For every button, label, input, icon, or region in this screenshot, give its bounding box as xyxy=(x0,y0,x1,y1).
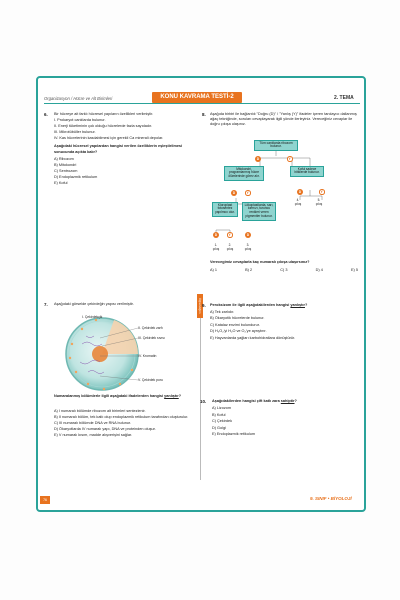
q10-option-d[interactable]: D) Golgi xyxy=(212,425,226,430)
nucleus-label-3: III. Çekirdek sıvısı xyxy=(138,336,165,340)
q9-question-emphasis: yanlıştır xyxy=(290,303,305,307)
footer-brand: 9. SINIF • BİYOLOJİ xyxy=(310,496,352,501)
nucleus-label-lines xyxy=(100,316,142,386)
q10-question: Aşağıdakilerden hangisi çift katlı zara sahiptir? xyxy=(212,399,297,403)
q7-option-a[interactable]: A) I numaralı bölümde ribozom alt birimleri sentezlenir. xyxy=(54,409,146,413)
q6-option-d[interactable]: D) Endoplazmik retikulum xyxy=(54,174,98,179)
q8-options xyxy=(210,268,358,273)
q6-option-e[interactable]: E) Koful xyxy=(54,181,68,186)
q6-item: II. Enerji tüketiminin çok olduğu hücrelerde fazla sayıdadır. xyxy=(54,124,153,129)
tree-y-badge: Y xyxy=(320,190,323,194)
test-banner: KONU KAVRAMA TESTİ-2 xyxy=(152,92,242,103)
tree-exit: 5. çıkış xyxy=(315,198,323,206)
q7-option-e[interactable]: E) V numaralı kısım, madde alışverişini sağlar. xyxy=(54,433,133,438)
tree-exit: 4. çıkış xyxy=(294,198,302,206)
q6-number: 6. xyxy=(44,112,48,117)
q7-question-emphasis: yanlıştır xyxy=(164,394,179,398)
tree-node-ll: Kloroplast fotosentez yapılmıcı olur. xyxy=(212,202,238,217)
q7-options xyxy=(54,409,194,438)
q9-number: 9. xyxy=(202,303,206,308)
q6-option-b[interactable]: B) Mitokondri xyxy=(54,162,77,167)
tree-y-badge: Y xyxy=(288,157,291,161)
nucleus-label-4: IV. Kromatin xyxy=(138,354,157,358)
nucleus-label-2: II. Çekirdek zarfı xyxy=(138,326,163,330)
q7-number: 7. xyxy=(44,302,48,307)
q6-option-a[interactable]: A) Ribozom xyxy=(54,156,74,161)
q10-number: 10. xyxy=(200,399,207,404)
tree-d-badge: D xyxy=(298,190,302,194)
q8-stem: Aşağıda birbiri ile bağlantılı "Doğru (D)" / "Yanlış (Y)" ifadeler içeren tanılayıcı dallanmış ağaç tekniğinde, soruları cevaplayarak ilgili yönde ilerleyiniz. Vereceğiniz cevaplar ile doğru çıkışa ulaşınız. xyxy=(210,112,357,127)
q10-option-c[interactable]: C) Çekirdek xyxy=(212,419,233,424)
q7-option-d[interactable]: D) Ökaryotlarda IV numaralı yapı, DNA ve proteinden oluşur. xyxy=(54,427,156,432)
tree-exit: 3. çıkış xyxy=(244,243,252,251)
q10-option-e[interactable]: E) Endoplazmik retikulum xyxy=(212,432,256,437)
q9-option-a[interactable]: A) Tek zarlıdır. xyxy=(210,309,235,314)
nucleus-label-5: V. Çekirdek poru xyxy=(138,378,163,382)
q6-item: III. Mikrotübüller bulunur. xyxy=(54,130,96,135)
q8-option-e[interactable]: E) 5 xyxy=(351,268,358,272)
q7-stem: Aşağıdaki görselde çekirdeğin yapısı verilmiştir. xyxy=(54,302,134,306)
side-tab: Öğrendiğim xyxy=(197,294,203,318)
q10-block xyxy=(212,399,358,438)
tree-node-right: Koful sadece bitkilerde bulunur. xyxy=(290,166,324,177)
q7-option-c[interactable]: C) III numaralı bölümde DNA ve RNA bulunur. xyxy=(54,421,132,426)
tree-d-badge: D xyxy=(246,233,250,237)
nucleus-label-1: I. Çekirdekçik xyxy=(82,315,103,319)
q8-option-a[interactable]: A) 1 xyxy=(210,268,217,272)
q8-number: 8. xyxy=(202,112,206,117)
column-divider xyxy=(200,300,201,480)
tree-y-badge: Y xyxy=(246,191,249,195)
q6-item: IV. Kas hücrelerinin kasılabilmesi için gerekli Ca minerali depolar. xyxy=(54,136,164,141)
header-divider xyxy=(44,103,360,104)
q8-option-b[interactable]: B) 2 xyxy=(245,268,253,272)
page-number: 76 xyxy=(40,496,50,504)
q10-question-emphasis: sahiptir xyxy=(280,399,295,403)
decision-tree-lines xyxy=(200,138,360,260)
tree-node-lr: Lökoplastlarda, sarı, kırmızı, turuncu renkleri veren pigmentler bulunur. xyxy=(242,202,276,221)
q6-option-c[interactable]: C) Sentrozom xyxy=(54,168,78,173)
tree-node-root: Tüm canlılarda ribozom bulunur. xyxy=(254,140,298,151)
q7-question: Numaralanmış bölümlerle ilgili aşağıdaki ifadelerden hangisi yanlıştır? xyxy=(54,394,182,398)
tema-label: 2. TEMA xyxy=(334,95,354,101)
q6-item: I. Prokaryot canlılarda bulunur. xyxy=(54,118,106,123)
q7-option-b[interactable]: B) II numaralı bölüm, tek katlı olup endoplazmik retikulum tarafından oluşturulur. xyxy=(54,415,189,420)
tree-exit: 2. çıkış xyxy=(226,243,234,251)
q9-block xyxy=(210,303,358,341)
q9-option-b[interactable]: B) Ökaryotik hücrelerde bulunur. xyxy=(210,316,265,321)
q10-option-a[interactable]: A) Lizozom xyxy=(212,406,231,411)
tree-node-left: Mitokondri, programlanmış hücre ölümlerinde görev alır. xyxy=(224,166,264,181)
q10-option-b[interactable]: B) Koful xyxy=(212,412,226,417)
q8-option-d[interactable]: D) 4 xyxy=(315,268,323,272)
q9-option-c[interactable]: C) Katalaz enzimi bulundurur. xyxy=(210,322,260,327)
q9-option-d[interactable]: D) H₂O₂'yi H₂O ve O₂'ye ayrıştırır. xyxy=(210,329,267,334)
tree-y-badge: Y xyxy=(228,233,231,237)
q8-option-c[interactable]: C) 3 xyxy=(280,268,288,272)
q6-block xyxy=(54,112,194,186)
q9-question: Peroksizom ile ilgili aşağıdakilerden hangisi yanlıştır? xyxy=(210,303,308,307)
q6-question: Aşağıdaki hücresel yapılardan hangisi verilen özelliklerin eşleştirilmesi sonucunda açıkta kalır? xyxy=(54,144,183,154)
tree-d-badge: D xyxy=(214,233,218,237)
tree-d-badge: D xyxy=(232,191,236,195)
q9-option-e[interactable]: E) Hayvanlarda yağları karbohidratlara dönüştürür. xyxy=(210,335,296,340)
q6-stem: Bir hücreye ait farklı hücresel yapıların özellikleri verilmiştir. xyxy=(54,112,154,116)
tree-d-badge: D xyxy=(256,157,260,161)
q8-question: Verecegimiz cevaplarla kaç numaralı çıkışa ulaşırsınız? xyxy=(210,260,310,264)
tree-exit: 1. çıkış xyxy=(212,243,220,251)
unit-title: Organizasyon / Hücre ve Alt Birimleri xyxy=(44,96,113,101)
